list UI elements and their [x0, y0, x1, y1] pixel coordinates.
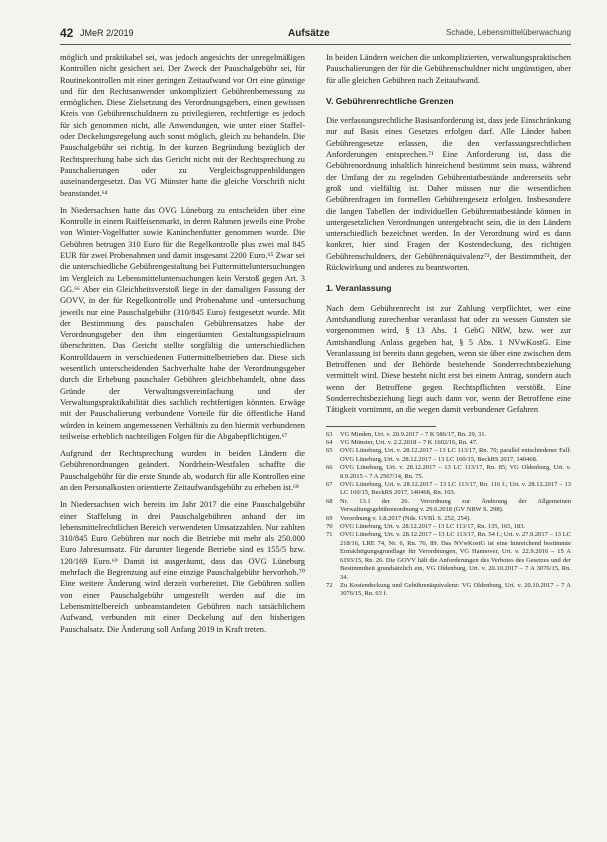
footnote-text: OVG Lüneburg, Urt. v. 28.12.2017 – 13 LC 113/17, Rn. 116 f.; Urt. v. 28.12.2017 – 13 LC 160/15, BeckRS 2017, 140468, Rn. 103.	[340, 481, 571, 497]
footnote-number: 65	[326, 447, 333, 455]
footnote-number: 69	[326, 514, 333, 522]
footnote-text: OVG Lüneburg, Urt. v. 28.12.2017 – 13 LC 113/17, Rn. 85; VG Oldenburg, Urt. v. 8.9.2015 – 7 A 2567/14, Rn. 75.	[340, 464, 571, 480]
footnote-number: 68	[326, 497, 333, 505]
footnote-text: OVG Lüneburg, Urt. v. 28.12.2017 – 13 LC 113/17, Rn. 135, 165, 183.	[340, 523, 526, 531]
footnote-text: Nr. 13.1 der 26. Verordnung zur Änderung der Allgemeinen Verwaltungsgebührenordnung v. 29.6.2018 (GV NRW S. 298).	[340, 497, 571, 514]
footnote-number: 71	[326, 531, 333, 539]
right-column	[326, 52, 571, 599]
footnote-number: 64	[326, 439, 333, 447]
paragraph: Die verfassungsrechtliche Basisanforderung ist, dass jede Einschränkung nur auf Basis eines Gesetzes erfolgen darf. Alle Länder haben Gebührengesetze erlassen, die den verfassungsrechtlichen Anforderungen entsprechen.⁷¹ Eine Anforderung ist, dass die Gebührenordnung inhaltlich hinreichend bestimmt sein muss, während der Umfang der zu regelnden Gebührentatbestände andererseits sehr groß und vielfältig ist. Daher müssen nur die wesentlichen Gebührenfragen im formellen Gebührengesetz erfolgen. Insbesondere die langen Tabellen der individuellen Gebührentatbestände können in untergesetzlichen Verordnungen untergebracht sein, die in den Ländern unterschiedlich bezeichnet werden. In der Verordnung wird es dann konkret, hier sind Fragen der Kostendeckung, des richtigen Gebührenschuldners, der Gebührenäquivalenz⁷², der Bestimmtheit, der Rückwirkung und anderes zu beantworten.	[326, 116, 571, 273]
paragraph: In Niedersachsen hatte das OVG Lüneburg zu entscheiden über eine Kontrolle in einem Raiffeisenmarkt, in deren Rahmen jeweils eine Probe von Winter-Vogelfutter sowie Kaninchenfutter genommen wurde. Die Gebühren betrugen 310 Euro für die Regelkontrolle plus zwei mal 845 EUR für zwei Probenahmen und damit insgesamt 2200 Euro.⁶⁵ Zwar sei die unterschiedliche Gebührengestaltung bei Futtermitteluntersuchungen im Vergleich zu Lebensmitteluntersuchungen kein Verstoß gegen Art. 3 GG.⁶⁶ Aber ein Gleichheitsverstoß liege in der damaligen Fassung der GOVV, in der für Regelkontrolle und Probenahme und -untersuchung jeweils nur eine Pauschalgebühr (310/845 Euro) festgesetzt wurde. Mit der Bestimmung des pauschalen Gebührensatzes habe der Verordnungsgeber den ihm eingeräumten Gestaltungsspielraum überschritten. Das Gericht stellte sorgfältig die unterschiedlichen Kontrolldauern in verschiedenen Futtermittelbetrieben dar. Diese sich wesentlich unterscheidenden Sachverhalte habe der Verordnungsgeber durch die Erhebung pauschaler Gebühren gleichbehandelt, ohne dass Gründe der Verwaltungsvereinfachung und der Verwaltungspraktikabilität dies sachlich rechtfertigen könnten. Erwäge mit der Pauschalierung verbundene Vorteile für die öffentliche Hand würden in keinem angemessenen Verhältnis zu den hiermit verbundenen teilweise erheblich nachteiligen Folgen für die Abgabepflichtigen.⁶⁷	[60, 205, 305, 441]
footnote-text: VG Münster, Urt. v. 2.2.2018 – 7 K 1602/16, Rn. 47.	[340, 439, 478, 447]
footnote-number: 72	[326, 581, 333, 589]
footnote	[326, 464, 571, 481]
paragraph: Aufgrund der Rechtsprechung wurden in beiden Ländern die Gebührenordnungen geändert. Nordrhein-Westfalen schaffte die Pauschalgebühr für die erste Stunde ab, wodurch für alle Kontrollen eine an den Personalkosten orientierte Zeitaufwandsgebühr zu erheben ist.⁶⁸	[60, 449, 305, 492]
footnote-number: 67	[326, 481, 333, 489]
paragraph: In beiden Ländern weichen die unkomplizierten, verwaltungspraktischen Pauschalierungen der für die Gebührenschuldner nicht ungünstigen, aber für alle gleichen Gebühren nach Zeitaufwand.	[326, 53, 571, 85]
footnote	[326, 531, 571, 581]
left-column	[60, 52, 305, 641]
footnote	[326, 481, 571, 498]
footnote-text: Verordnung v. 1.8.2017 (Nds. GVBl. S. 252, 254).	[340, 514, 471, 522]
footnote-number: 63	[326, 430, 333, 438]
paragraph: In Niedersachsen wich bereits im Jahr 2017 die eine Pauschalgebühr einer Staffelung in drei Pauschalgebühren anhand der im lebensmittelrechtlichen Bereich verwendeten Umsatzzahlen. Nur zahlten 310/845 Euro Gebühren nur noch die Betriebe mit mehr als 250.000 Euro Jahresumsatz. Für darunter liegende Betriebe sind es 155/5 bzw. 120/169 Euro.⁶⁹ Damit ist ausgeräumt, dass das OVG Lüneburg mehrfach die Begrenzung auf eine einzige Pauschalgebühr hervorhob.⁷⁰ Eine weitere Änderung wird derzeit vorbereitet. Die Gebühren sollen von einer Pauschalgebühr umgestellt werden auf die im Lebensmittelbereich unbeanstandeten Gebühren nach tatsächlichem Aufwand, verbunden mit einer Deckelung auf den bisherigen Pauschalsatz. Die Änderung soll Anfang 2019 in Kraft treten.	[60, 500, 305, 634]
section-label: Aufsätze	[288, 28, 330, 39]
footnote	[326, 515, 571, 523]
paragraph: möglich und praktikabel sei, was jedoch angesichts der unregelmäßigen Kontrollen nicht gesichert sei. Der Zweck der Pauschalgebühr sei, für Routinekontrollen mit einer geringen Zeitaufwand vor Ort eine günstige und für den Rechtsanwender unkompliziert Gebührenbemessung zu ermöglichen. Diese Zielsetzung des Verordnungsgebers, einen gewissen Kreis von Gebührenschuldnern zu privilegieren, rechtfertige es jedoch für sich genommen nicht, alle Anwendungen, wie unter einer Staffel- oder Deckelungsregelung auch sonst möglich, gleich zu behandeln. Die Pauschalgebühr sei richtig. In der kurzen Begründung bezüglich der Rechtsprechung habe sich das Gericht nicht mit der Rechtsprechung zu Pauschalierungen oder zu Vergleichsgruppenbildungen auseinandergesetzt. Das VG Münster hatte die gleiche Vorschrift nicht beanstandet.⁶⁴	[60, 53, 305, 198]
footnote	[326, 447, 571, 464]
footnote	[326, 439, 571, 447]
footnote-text: OVG Lüneburg, Urt. v. 28.12.2017 – 13 LC 113/17, Rn. 70; parallel entschiedener Fall: OVG Lüneburg, Urt. v. 28.12.2017 – 13 LC 160/15, BeckRS 2017, 140468.	[340, 447, 571, 463]
paragraph: Nach dem Gebührenrecht ist zur Zahlung verpflichtet, wer eine Amtshandlung zurechenbar veranlasst hat oder zu wessen Gunsten sie vorgenommen wird, § 13 Abs. 1 GebG NRW, bzw. wer zur Amtshandlung Anlass gegeben hat, § 5 Abs. 1 NVwKostG. Eine Veranlassung ist bereits dann gegeben, wenn sie über eine zwischen dem Betroffenen und der Behörde bestehende Sonderrechtsbeziehung vermittelt wird. Diese besteht nicht erst bei einem Antrag, sondern auch wenn der Betroffene gegen Rechtspflichten verstößt. Eine Sonderrechtsbeziehung liegt auch dann vor, wenn der Betroffene eine Tätigkeit vornimmt, an die wegen damit verbundener Gefahren	[326, 303, 571, 415]
footnote-text: OVG Lüneburg, Urt. v. 28.12.2017 – 13 LC 113/17, Rn. 54 f.; Urt. v. 27.9.2017 – 13 LC 218/16, LRE 74, Nr. 6, Rn. 76, 89. Das NVwKostG ist eine hinreichend bestimmte Ermächtigungsgrundlage für Verordnungen, VG Hannover, Urt. v. 22.9.2016 – 15 A 6193/15, Rn. 26. Die GOVV hält die Anforderungen des Verbotes des Gesetzes und der Bestimmtheit grundsätzlich ein, VG Oldenburg, Urt. v. 20.10.2017 – 7 A 3076/15, Rn. 34.	[340, 531, 571, 581]
footnote	[326, 498, 571, 515]
page-header	[60, 26, 571, 42]
subsection-heading: 1. Veranlassung	[326, 283, 392, 294]
journal-issue: JMeR 2/2019	[80, 28, 134, 38]
running-title: Schade, Lebensmittelüberwachung	[446, 28, 571, 37]
footnote	[326, 523, 571, 531]
page-number: 42	[60, 26, 74, 40]
footnote	[326, 431, 571, 439]
footnote-text: Zu Kostendeckung und Gebührenäquivalenz: VG Oldenburg, Urt. v. 20.10.2017 – 7 A 3076/15, Rn. 63 f.	[340, 581, 571, 598]
section-heading: V. Gebührenrechtliche Grenzen	[326, 95, 454, 106]
footnote	[326, 582, 571, 599]
footnotes	[326, 431, 571, 599]
footnote-number: 70	[326, 523, 333, 531]
footnote-rule	[326, 426, 436, 427]
footnote-text: VG Minden, Urt. v. 20.9.2017 – 7 K 586/17, Rn. 29, 31.	[340, 430, 487, 438]
header-rule	[60, 44, 571, 45]
footnote-number: 66	[326, 464, 333, 472]
